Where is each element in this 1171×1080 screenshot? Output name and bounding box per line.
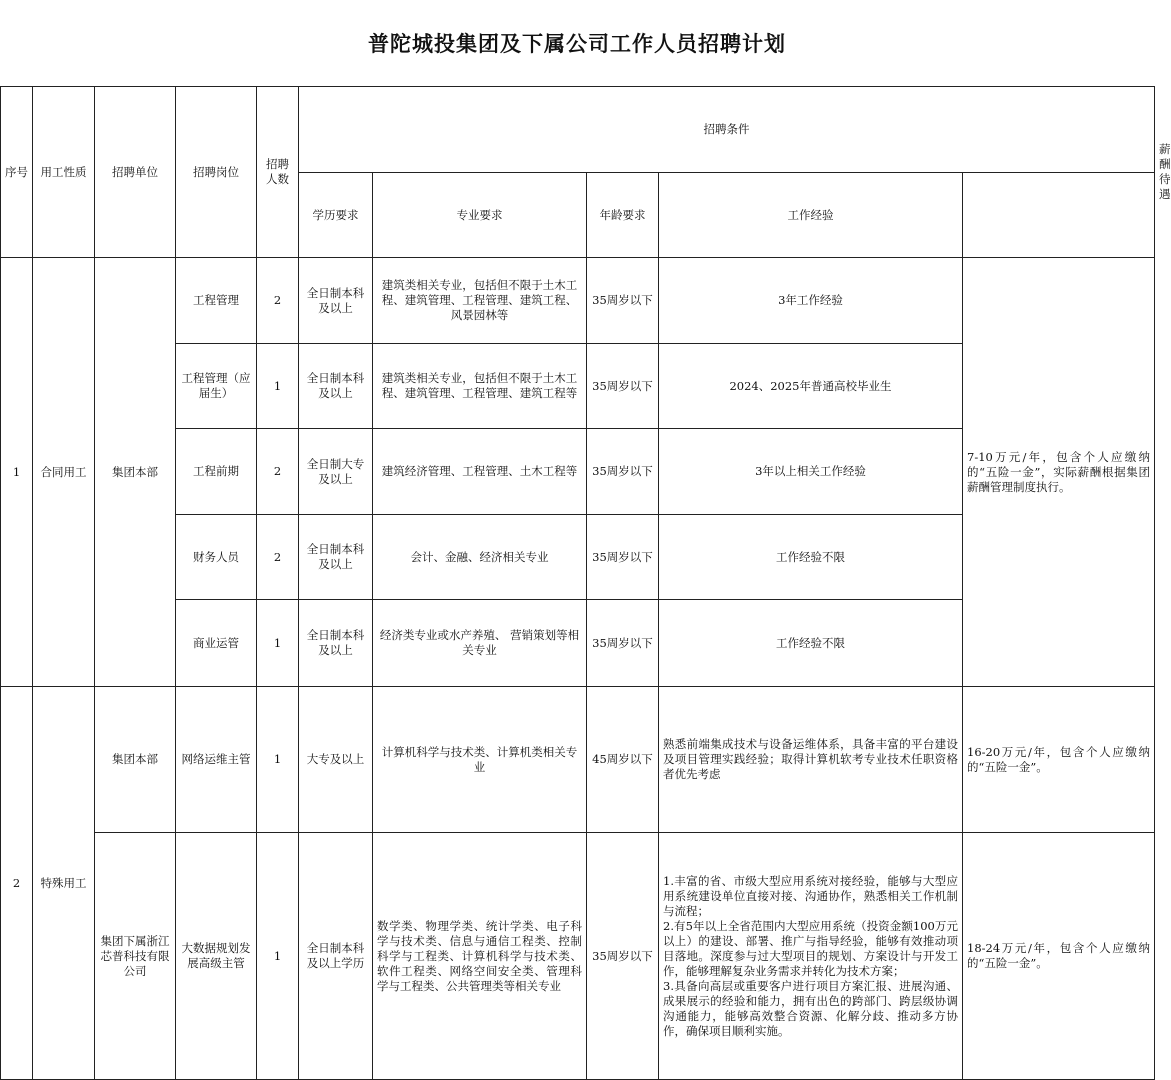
experience-item: 1.丰富的省、市级大型应用系统对接经验，能够与大型应用系统建设单位直接对接、沟通协作，熟悉相关工作机制与流程；: [663, 873, 958, 918]
cell-education: 全日制大专及以上: [299, 429, 373, 515]
recruitment-table: [0, 86, 1171, 1080]
cell-major: 建筑经济管理、工程管理、土木工程等: [373, 429, 587, 515]
header-age: 年龄要求: [587, 173, 659, 258]
cell-seq: 1: [1, 258, 33, 687]
cell-nature: 特殊用工: [33, 687, 95, 1080]
header-conditions: 招聘条件: [299, 87, 1155, 173]
cell-experience: 2024、2025年普通高校毕业生: [659, 344, 963, 429]
header-education: 学历要求: [299, 173, 373, 258]
cell-education: 全日制本科及以上: [299, 344, 373, 429]
cell-unit: 集团本部: [95, 258, 176, 687]
page-title: 普陀城投集团及下属公司工作人员招聘计划: [368, 31, 786, 56]
cell-count: 2: [257, 429, 299, 515]
cell-experience: 熟悉前端集成技术与设备运维体系，具备丰富的平台建设及项目管理实践经验；取得计算机软考专业技术任职资格者优先考虑: [659, 687, 963, 833]
cell-position: 工程管理: [176, 258, 257, 344]
cell-age: 35周岁以下: [587, 515, 659, 600]
table-row: [1, 833, 1155, 1080]
header-major: 专业要求: [373, 173, 587, 258]
cell-count: 1: [257, 687, 299, 833]
cell-salary: 16-20万元/年，包含个人应缴纳的“五险一金”。: [963, 687, 1155, 833]
experience-item: 2.有5年以上全省范围内大型应用系统（投资金额100万元以上）的建设、部署、推广与指导经验，能够有效推动项目落地。深度参与过大型项目的规划、方案设计与开发工作，能够理解复杂业务需求并转化为技术方案；: [663, 918, 958, 978]
cell-position: 商业运管: [176, 600, 257, 687]
cell-count: 2: [257, 258, 299, 344]
cell-nature: 合同用工: [33, 258, 95, 687]
cell-salary: 7-10万元/年，包含个人应缴纳的“五险一金”，实际薪酬根据集团薪酬管理制度执行。: [963, 258, 1155, 687]
cell-education: 全日制本科及以上: [299, 515, 373, 600]
header-nature: 用工性质: [33, 87, 95, 258]
cell-major: 数学类、物理学类、统计学类、电子科学与技术类、信息与通信工程类、控制科学与工程类、计算机科学与技术类、软件工程类、网络空间安全类、管理科学与工程类、公共管理类等相关专业: [373, 833, 587, 1080]
cell-age: 35周岁以下: [587, 258, 659, 344]
cell-education: 大专及以上: [299, 687, 373, 833]
cell-count: 1: [257, 600, 299, 687]
cell-unit: 集团下属浙江芯普科技有限公司: [95, 833, 176, 1080]
cell-major: 会计、金融、经济相关专业: [373, 515, 587, 600]
cell-position: 工程前期: [176, 429, 257, 515]
cell-major: 经济类专业或水产养殖、 营销策划等相关专业: [373, 600, 587, 687]
header-experience: 工作经验: [659, 173, 963, 258]
cell-position: 工程管理（应届生）: [176, 344, 257, 429]
cell-position: 网络运维主管: [176, 687, 257, 833]
header-count: 招聘人数: [257, 87, 299, 258]
cell-age: 35周岁以下: [587, 344, 659, 429]
cell-experience: 3年工作经验: [659, 258, 963, 344]
cell-experience: [659, 833, 963, 1080]
cell-major: 建筑类相关专业，包括但不限于土木工程、建筑管理、工程管理、建筑工程等: [373, 344, 587, 429]
cell-age: 35周岁以下: [587, 833, 659, 1080]
cell-position: 财务人员: [176, 515, 257, 600]
cell-experience: 工作经验不限: [659, 515, 963, 600]
cell-age: 35周岁以下: [587, 600, 659, 687]
cell-education: 全日制本科及以上学历: [299, 833, 373, 1080]
header-row-top: 序号 用工性质 招聘单位 招聘岗位 招聘人数 招聘条件 薪酬待遇: [1, 87, 1155, 173]
cell-education: 全日制本科及以上: [299, 600, 373, 687]
cell-count: 1: [257, 344, 299, 429]
cell-age: 45周岁以下: [587, 687, 659, 833]
cell-seq: 2: [1, 687, 33, 1080]
cell-education: 全日制本科及以上: [299, 258, 373, 344]
header-position: 招聘岗位: [176, 87, 257, 258]
cell-position: 大数据规划发展高级主管: [176, 833, 257, 1080]
cell-unit: 集团本部: [95, 687, 176, 833]
cell-experience: 工作经验不限: [659, 600, 963, 687]
cell-major: 建筑类相关专业，包括但不限于土木工程、建筑管理、工程管理、建筑工程、风景园林等: [373, 258, 587, 344]
cell-age: 35周岁以下: [587, 429, 659, 515]
table-row: [1, 258, 1155, 344]
header-unit: 招聘单位: [95, 87, 176, 258]
cell-count: 2: [257, 515, 299, 600]
cell-major: 计算机科学与技术类、计算机类相关专业: [373, 687, 587, 833]
cell-experience: 3年以上相关工作经验: [659, 429, 963, 515]
header-seq: 序号: [1, 87, 33, 258]
experience-item: 3.具备向高层或重要客户进行项目方案汇报、进展沟通、成果展示的经验和能力，拥有出色的跨部门、跨层级协调沟通能力，能够高效整合资源、化解分歧、推动多方协作，确保项目顺利实施。: [663, 978, 958, 1038]
cell-count: 1: [257, 833, 299, 1080]
cell-salary: 18-24万元/年，包含个人应缴纳的“五险一金”。: [963, 833, 1155, 1080]
table-row: [1, 687, 1155, 833]
